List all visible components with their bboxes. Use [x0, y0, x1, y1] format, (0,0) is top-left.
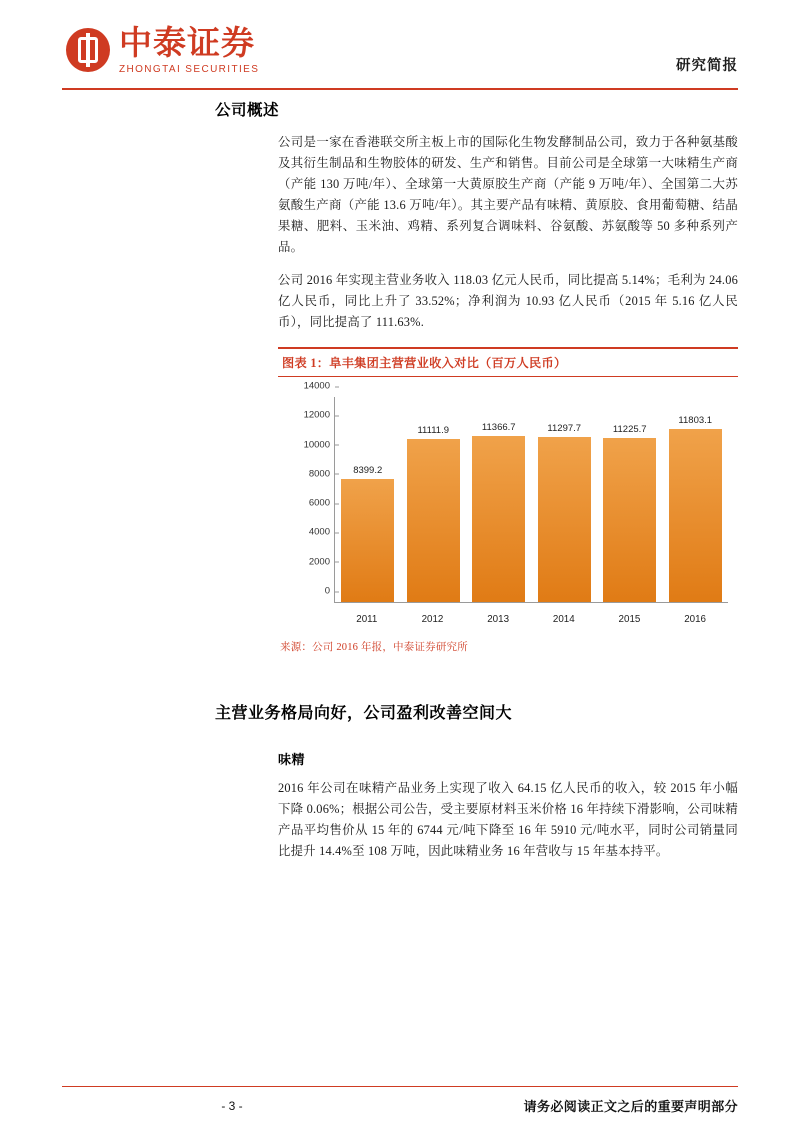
msg-paragraph-1: 2016 年公司在味精产品业务上实现了收入 64.15 亿人民币的收入，较 2015 年小幅下降 0.06%；根据公司公告，受主要原材料玉米价格 16 年持续下滑影响，公司味精产品平均售价从 15 年的 6744 元/吨下降至 16 年 5910 元/吨水平，同时公司销量同比提升 14.4%至 108 万吨，因此味精业务 16 年营收与 15 年基本持平。: [278, 780, 738, 858]
y-tick-4000: 4000: [309, 527, 335, 538]
bar-2016: [669, 429, 722, 602]
overview-paragraph-1: 公司是一家在香港联交所主板上市的国际化生物发酵制品公司，致力于各种氨基酸及其衍生制品和生物胶体的研发、生产和销售。目前公司是全球第一大味精生产商（产能 130 万吨/年）、全球第一大黄原胶生产商（产能 9 万吨/年）、全国第二大苏氨酸生产商（产能 13.6 万吨/年）。其主要产品有味精、黄原胶、食用葡萄糖、结晶果糖、肥料、玉米油、鸡精、系列复合调味料、谷氨酸、苏氨酸等 50 多种系列产品。: [278, 135, 738, 254]
section-title-overview: 公司概述: [215, 102, 280, 119]
logo-chinese-name: 中泰证券: [119, 26, 255, 62]
page-footer: [62, 1096, 738, 1115]
section-title-business: 主营业务格局向好，公司盈利改善空间大: [215, 704, 513, 722]
x-label-2015: 2015: [618, 614, 641, 625]
bar-column-2012: [407, 397, 460, 602]
bar-2014: [538, 437, 591, 602]
bar-column-2014: [538, 397, 591, 602]
y-tick-6000: 6000: [309, 498, 335, 509]
y-tick-2000: 2000: [309, 556, 335, 567]
y-tick-12000: 12000: [304, 410, 335, 421]
bar-column-2015: [603, 397, 656, 602]
x-label-2012: 2012: [421, 614, 444, 625]
figure-title-rule: [278, 376, 738, 377]
bar-2012: [407, 439, 460, 602]
document-content: [0, 98, 800, 874]
x-label-2013: 2013: [487, 614, 510, 625]
bar-value-2015: 11225.7: [612, 423, 647, 435]
logo-english-name: ZHONGTAI SECURITIES: [119, 64, 260, 75]
footer-divider: [62, 1086, 738, 1087]
page-number: - 3 -: [221, 1098, 243, 1113]
zhongtai-logo-icon: [66, 28, 110, 72]
y-tick-10000: 10000: [304, 439, 335, 450]
chart-bars: [335, 397, 728, 602]
page-header: [0, 0, 800, 92]
overview-paragraph-2: 公司 2016 年实现主营业务收入 118.03 亿元人民币，同比提高 5.14%；毛利为 24.06 亿人民币，同比上升了 33.52%；净利润为 10.93 亿人民币（2015 年 5.16 亿人民币），同比提高了 111.63%.: [278, 273, 738, 329]
chart-x-axis-labels: [334, 614, 728, 625]
bar-column-2016: [669, 397, 722, 602]
bar-2015: [603, 438, 656, 602]
report-type-tag: 研究简报: [676, 58, 738, 74]
subsection-title-msg: 味精: [278, 751, 306, 767]
x-label-2011: 2011: [356, 614, 378, 625]
header-divider: [62, 88, 738, 90]
bar-chart: [278, 380, 738, 633]
figure-source: 来源：公司 2016 年报，中泰证券研究所: [280, 642, 468, 653]
figure-1: [278, 347, 738, 660]
footer-disclaimer: 请务必阅读正文之后的重要声明部分: [523, 1099, 738, 1114]
bar-value-2016: 11803.1: [678, 415, 713, 427]
company-logo: [66, 26, 259, 77]
bar-value-2013: 11366.7: [481, 421, 516, 433]
y-tick-14000: 14000: [304, 381, 335, 392]
y-tick-0: 0: [325, 586, 335, 597]
bar-column-2013: [472, 397, 525, 602]
bar-column-2011: [341, 397, 394, 602]
x-label-2014: 2014: [552, 614, 575, 625]
x-label-2016: 2016: [684, 614, 706, 625]
bar-2011: [341, 479, 394, 602]
bar-value-2012: 11111.9: [417, 425, 449, 437]
bar-value-2014: 11297.7: [547, 422, 582, 434]
logo-text: [119, 26, 259, 77]
bar-2013: [472, 436, 525, 602]
bar-value-2011: 8399.2: [353, 465, 383, 477]
figure-title: 图表 1：阜丰集团主营营业收入对比（百万人民币）: [282, 356, 567, 370]
y-tick-8000: 8000: [309, 468, 335, 479]
chart-plot-area: [303, 380, 728, 603]
